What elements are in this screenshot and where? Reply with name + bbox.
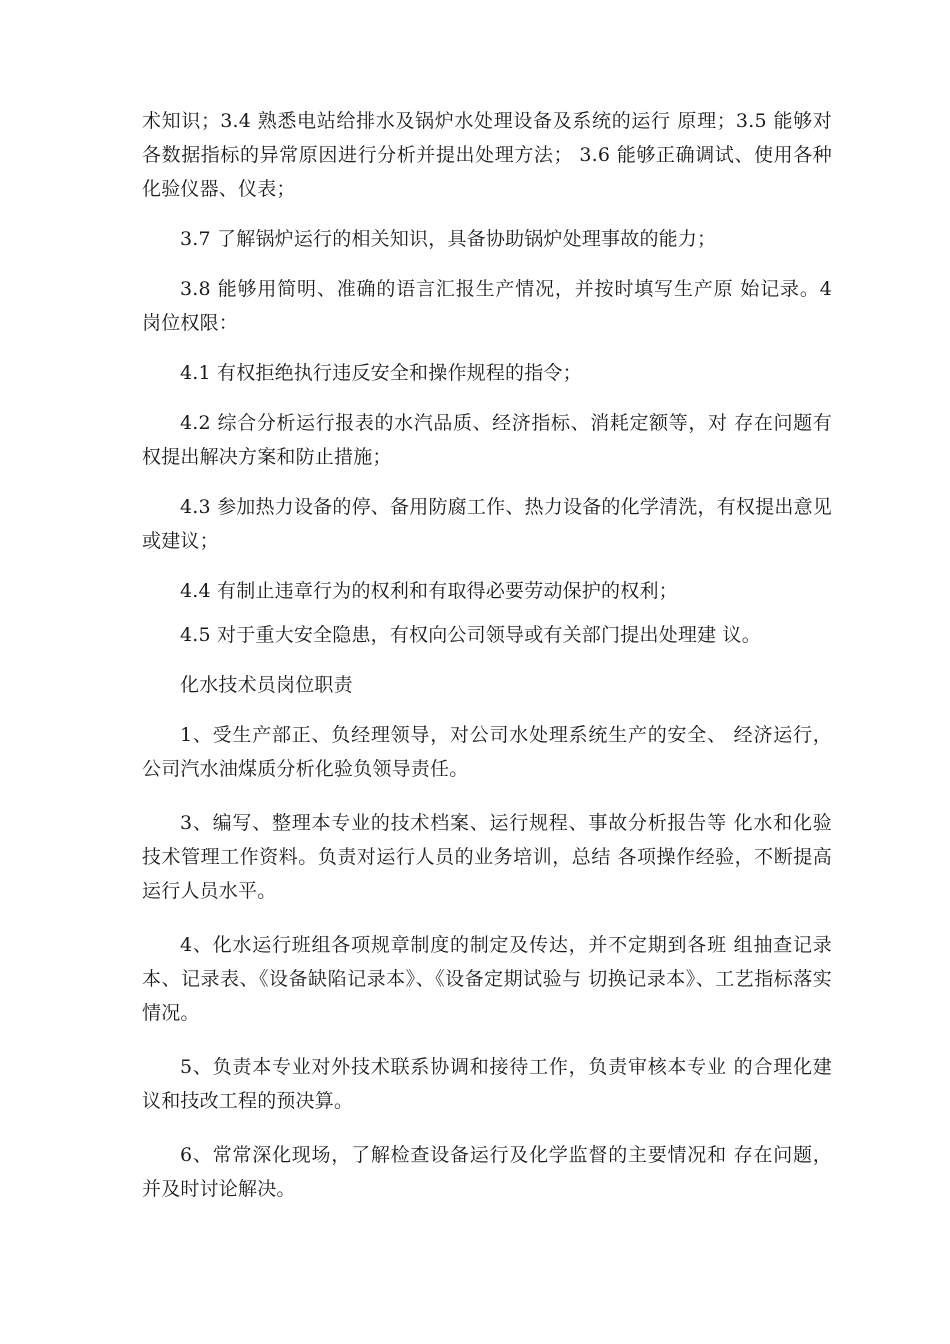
paragraph-duty-1: 1、受生产部正、负经理领导，对公司水处理系统生产的安全、 经济运行，公司汽水油煤质分析化验负领导责任。 (142, 724, 832, 780)
paragraph-4-4: 4.4 有制止违章行为的权利和有取得必要劳动保护的权利； (180, 580, 678, 602)
paragraph-duty-4: 4、化水运行班组各项规章制度的制定及传达，并不定期到各班 组抽查记录本、记录表、《设备缺陷记录本》、《设备定期试验与 切换记录本》、工艺指标落实情况。 (142, 934, 832, 1024)
paragraph-duty-6: 6、常常深化现场，了解检查设备运行及化学监督的主要情况和 存在问题，并及时讨论解决。 (142, 1144, 832, 1200)
paragraph-continuation-skills: 术知识；3.4 熟悉电站给排水及锅炉水处理设备及系统的运行 原理；3.5 能够对各数据指标的异常原因进行分析并提出处理方法； 3.6 能够正确调试、使用各种化验仪器、仪表； (142, 110, 832, 200)
paragraph-3-8: 3.8 能够用简明、准确的语言汇报生产情况，并按时填写生产原 始记录。4 岗位权限： (142, 278, 832, 334)
paragraph-3-7: 3.7 了解锅炉运行的相关知识，具备协助锅炉处理事故的能力； (180, 228, 717, 250)
paragraph-4-1: 4.1 有权拒绝执行违反安全和操作规程的指令； (180, 362, 582, 384)
document-page (142, 104, 832, 1206)
section-heading: 化水技术员岗位职责 (180, 674, 353, 696)
paragraph-4-3: 4.3 参加热力设备的停、备用防腐工作、热力设备的化学清洗，有权提出意见或建议； (142, 496, 832, 552)
paragraph-duty-5: 5、负责本专业对外技术联系协调和接待工作，负责审核本专业 的合理化建议和技改工程的预决算。 (142, 1056, 832, 1112)
paragraph-duty-3: 3、编写、整理本专业的技术档案、运行规程、事故分析报告等 化水和化验技术管理工作资料。负责对运行人员的业务培训，总结 各项操作经验，不断提高运行人员水平。 (142, 812, 832, 902)
paragraph-4-2: 4.2 综合分析运行报表的水汽品质、经济指标、消耗定额等，对 存在问题有权提出解决方案和防止措施； (142, 412, 832, 468)
paragraph-4-5: 4.5 对于重大安全隐患，有权向公司领导或有关部门提出处理建 议。 (180, 624, 761, 646)
